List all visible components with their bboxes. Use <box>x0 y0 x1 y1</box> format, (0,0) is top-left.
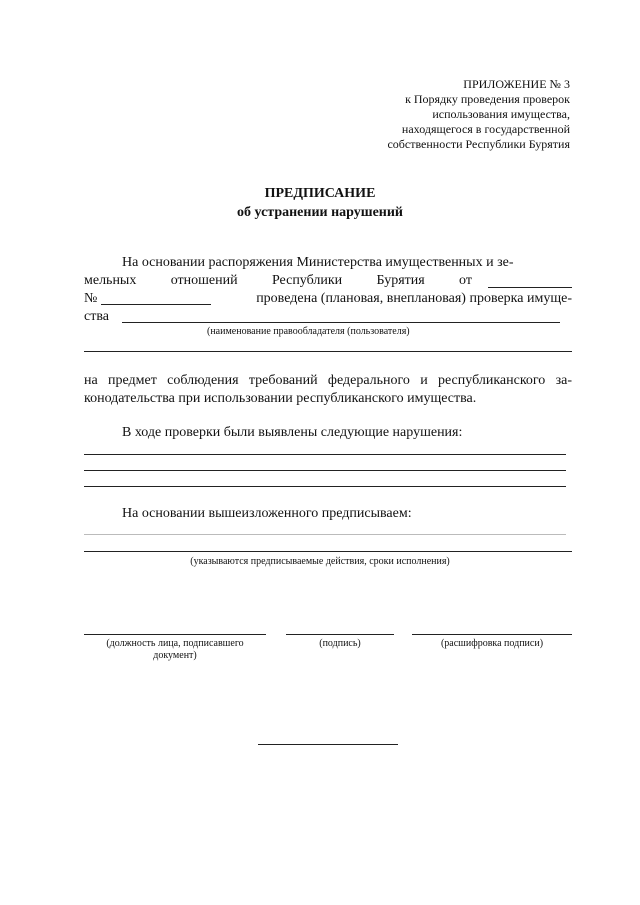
position-caption-line: документ) <box>153 650 197 661</box>
basis-word: Бурятия <box>376 273 425 288</box>
owner-blank-line-2 <box>84 351 572 352</box>
appendix-line: к Порядку проведения проверок <box>405 92 570 106</box>
basis-word: от <box>459 273 472 288</box>
decoding-caption: (расшифровка подписи) <box>440 638 544 649</box>
basis-line-1: На основании распоряжения Министерства имущественных и зе- <box>122 255 514 270</box>
prescription-caption: (указываются предписываемые действия, сроки исполнения) <box>190 556 450 567</box>
prescription-line <box>84 551 572 552</box>
basis-word: Республики <box>271 273 343 288</box>
date-line <box>258 744 398 745</box>
basis-line-2 <box>84 272 472 289</box>
violations-line <box>84 486 566 487</box>
violations-heading: В ходе проверки были выявлены следующие нарушения: <box>122 425 463 440</box>
subject-line-1: на предмет соблюдения требований федерального и республиканского за- <box>84 373 572 388</box>
appendix-line: использования имущества, <box>432 107 570 121</box>
appendix-line: ПРИЛОЖЕНИЕ № 3 <box>463 77 570 91</box>
decoding-line <box>412 634 572 635</box>
position-caption <box>84 638 266 662</box>
basis-line-3: проведена (плановая, внеплановая) проверка имуще- <box>256 291 572 306</box>
document-title: ПРЕДПИСАНИЕ <box>264 186 376 201</box>
owner-blank-line <box>122 322 560 323</box>
document-subtitle: об устранении нарушений <box>237 205 403 220</box>
subject-line-2: конодательства при использовании республиканского имущества. <box>84 391 477 406</box>
appendix-line: собственности Республики Бурятия <box>387 137 570 151</box>
prescription-heading: На основании вышеизложенного предписываем: <box>122 506 412 521</box>
basis-word: мельных <box>84 273 137 288</box>
date-blank-line <box>488 287 572 288</box>
basis-line-4: ства <box>84 309 109 324</box>
sign-caption: (подпись) <box>319 638 361 649</box>
number-sign: № <box>84 291 98 306</box>
basis-word: отношений <box>170 273 238 288</box>
position-line <box>84 634 266 635</box>
number-blank-line <box>101 304 211 305</box>
violations-line <box>84 454 566 455</box>
signature-line <box>286 634 394 635</box>
violations-line <box>84 470 566 471</box>
prescription-line <box>84 534 566 535</box>
appendix-header <box>387 77 570 152</box>
owner-caption: (наименование правообладателя (пользователя) <box>207 326 410 337</box>
appendix-line: находящегося в государственной <box>401 122 570 136</box>
position-caption-line: (должность лица, подписавшего <box>106 638 244 649</box>
